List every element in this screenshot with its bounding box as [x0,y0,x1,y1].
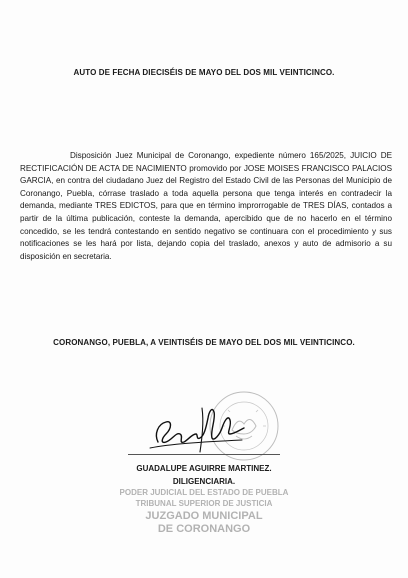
signer-title: DILIGENCIARIA. [172,477,236,486]
handwritten-signature [140,398,250,460]
stamp-line-4: DE CORONANGO [157,523,251,535]
place-date-line: CORONANGO, PUEBLA, A VEINTISÉIS DE MAYO DEL DOS MIL VEINTICINCO. [53,338,355,347]
stamp-line-2: TRIBUNAL SUPERIOR DE JUSTICIA [135,499,273,508]
stamp-line-1: PODER JUDICIAL DEL ESTADO DE PUEBLA [119,488,289,497]
signature-block [0,390,408,540]
signer-name: GUADALUPE AGUIRRE MARTINEZ. [136,464,272,473]
document-body: Disposición Juez Municipal de Coronango, expediente número 165/2025, JUICIO DE RECTIFICACIÓN DE ACTA DE NACIMIENTO promovido por JOSE MOISES FRANCISCO PALACIOS GARCIA, en contra del ciudadano Juez del Registro del Estado Civil de las Personas del Municipio de Coronango, Puebla, córrase traslado a toda aquella persona que tenga interés en contradecir la demanda, mediante TRES EDICTOS, para que en término improrrogable de TRES DÍAS, contados a partir de la última publicación, conteste la demanda, apercibido que de no hacerlo en el término concedido, se les tendrá contestando en sentido negativo se continuara con el procedimiento y sus notificaciones se les hará por lista, dejando copia del traslado, anexos y auto de admisorio a su disposición en secretaria. [20,151,392,261]
auto-date-heading: AUTO DE FECHA DIECISÉIS DE MAYO DEL DOS MIL VEINTICINCO. [73,68,335,77]
signature-line [128,454,280,455]
stamp-line-3: JUZGADO MUNICIPAL [145,510,263,522]
